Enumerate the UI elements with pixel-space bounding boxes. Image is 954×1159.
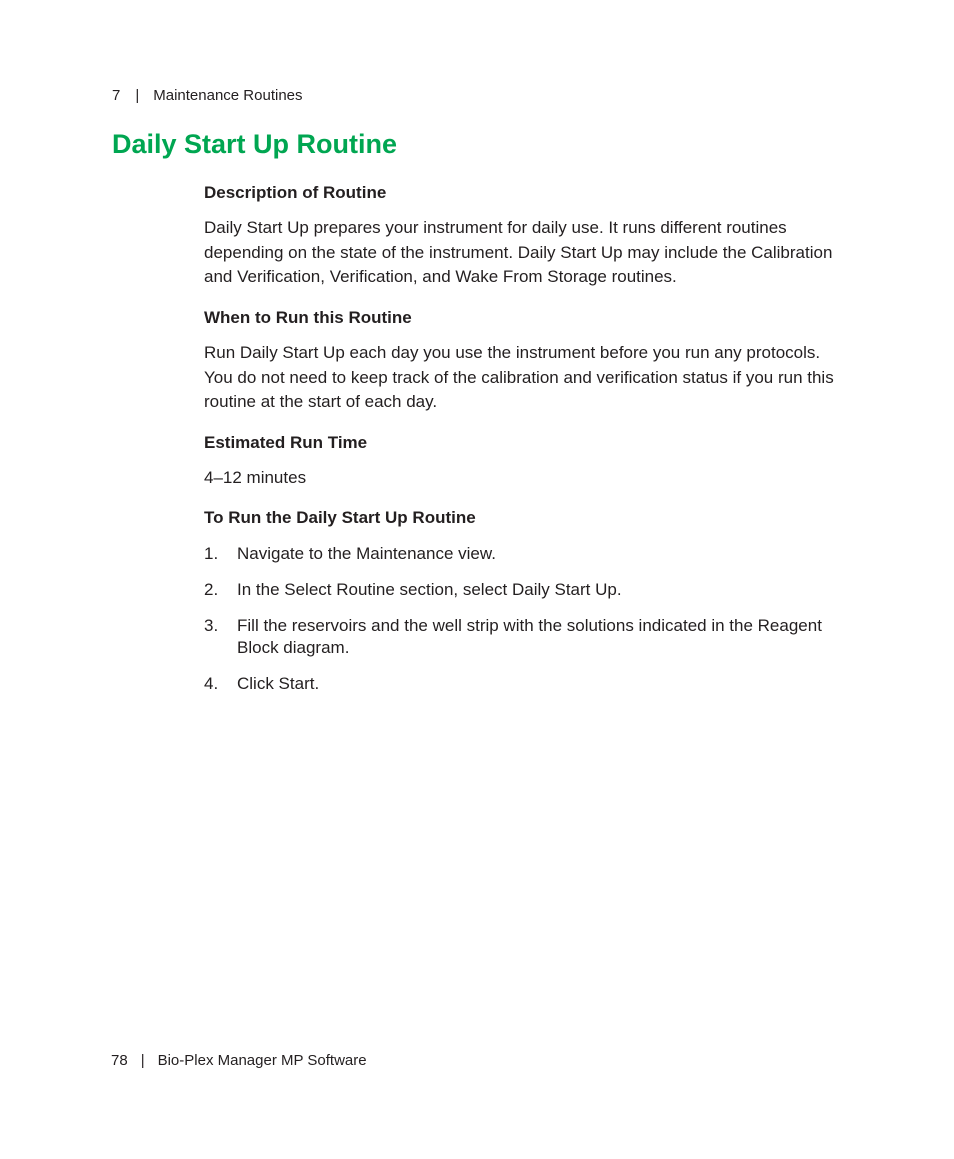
chapter-number: 7 — [112, 87, 121, 104]
page-number: 78 — [111, 1052, 128, 1069]
product-name: Bio-Plex Manager MP Software — [157, 1052, 367, 1069]
step-number: 3. — [204, 616, 219, 635]
section-heading-description: Description of Routine — [204, 183, 387, 202]
section-heading-procedure: To Run the Daily Start Up Routine — [204, 508, 476, 527]
step-text: Click Start. — [237, 674, 320, 693]
step-text: Navigate to the Maintenance view. — [237, 544, 496, 563]
section-heading-when-to-run: When to Run this Routine — [204, 308, 412, 327]
running-footer — [111, 1052, 367, 1070]
page-title: Daily Start Up Routine — [112, 129, 398, 159]
step-number: 2. — [204, 580, 219, 599]
footer-separator: | — [140, 1052, 145, 1069]
chapter-title: Maintenance Routines — [153, 87, 303, 104]
header-separator: | — [135, 87, 140, 104]
section-body-when-to-run: Run Daily Start Up each day you use the instrument before you run any protocols. You do not need to keep track of the calibration and verification status if you run this routine at the start of each day. — [204, 343, 834, 411]
step-text: Fill the reservoirs and the well strip with the solutions indicated in the Reagent Block diagram. — [237, 616, 822, 657]
running-header — [112, 87, 303, 105]
section-heading-run-time: Estimated Run Time — [204, 433, 368, 452]
step-number: 4. — [204, 674, 219, 693]
section-body-description: Daily Start Up prepares your instrument for daily use. It runs different routines depending on the state of the instrument. Daily Start Up may include the Calibration and Verification, Verification, and Wake From Storage routines. — [204, 218, 833, 286]
step-number: 1. — [204, 544, 219, 563]
section-body-run-time: 4–12 minutes — [204, 468, 307, 487]
step-text: In the Select Routine section, select Daily Start Up. — [237, 580, 622, 599]
